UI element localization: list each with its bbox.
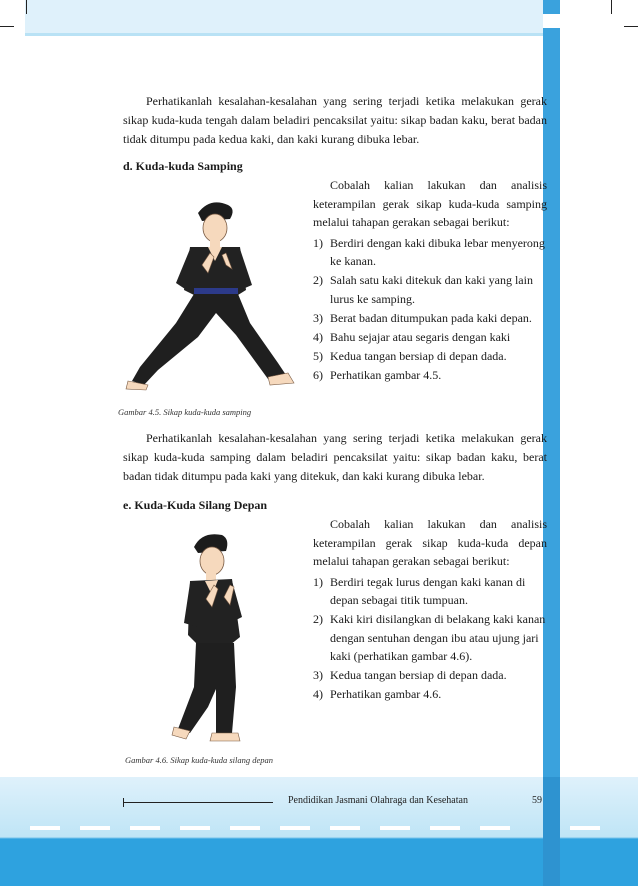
footer-dash <box>570 826 600 830</box>
list-item: 3) Kedua tangan bersiap di depan dada. <box>313 668 507 682</box>
crop-mark <box>624 26 638 27</box>
list-item: 2) Kaki kiri disilangkan di belakang kaki kanan dengan sentuhan dengan ibu atau ujung jari kaki (perhatikan gambar 4.6). <box>313 612 546 663</box>
figure-4-6-caption: Gambar 4.6. Sikap kuda-kuda silang depan <box>125 755 274 765</box>
list-item: 4) Bahu sejajar atau segaris dengan kaki <box>313 329 511 344</box>
middle-paragraph <box>123 429 547 486</box>
page-number: 59 <box>532 795 542 806</box>
section-e-heading: e. Kuda-Kuda Silang Depan <box>123 498 268 512</box>
footer-dash <box>480 826 510 830</box>
crop-mark <box>0 26 14 27</box>
section-d-steps <box>313 234 547 385</box>
figure-kuda-kuda-silang-depan <box>150 527 280 752</box>
list-item: 1) Berdiri dengan kaki dibuka lebar menyerong ke kanan. <box>313 235 545 268</box>
footer-dash <box>30 826 60 830</box>
footer-dash <box>180 826 210 830</box>
footer-dash <box>330 826 360 830</box>
side-strip-footer <box>543 777 560 886</box>
list-item: 6) Perhatikan gambar 4.5. <box>313 367 442 382</box>
list-item: 3) Berat badan ditumpukan pada kaki depan. <box>313 310 532 325</box>
list-item: 1) Berdiri tegak lurus dengan kaki kanan di depan sebagai titik tumpuan. <box>313 574 526 607</box>
list-item: 5) Kedua tangan bersiap di depan dada. <box>313 348 507 363</box>
crop-mark <box>611 0 612 14</box>
footer-dash <box>130 826 160 830</box>
intro-paragraph-text: Perhatikanlah kesalahan-kesalahan yang sering terjadi ketika melakukan gerak sikap kuda-kuda tengah dalam beladiri pencaksilat yaitu: sikap badan kaku, berat badan tidak ditumpu pada kedua kaki, dan kaki kurang dibuka lebar. <box>123 94 547 146</box>
section-d-intro: Cobalah kalian lakukan dan analisis keterampilan gerak sikap kuda-kuda samping melalui tahapan gerakan sebagai berikut: <box>313 178 547 229</box>
figure-kuda-kuda-samping <box>118 195 303 400</box>
footer-dash <box>280 826 310 830</box>
section-e-steps <box>313 573 547 704</box>
footer-dash <box>430 826 460 830</box>
crop-mark <box>26 0 27 14</box>
section-e-intro: Cobalah kalian lakukan dan analisis keterampilan gerak sikap kuda-kuda depan melalui tahapan gerakan sebagai berikut: <box>313 517 547 568</box>
footer-dash <box>380 826 410 830</box>
section-d-instructions <box>313 176 547 385</box>
middle-paragraph-text: Perhatikanlah kesalahan-kesalahan yang sering terjadi ketika melakukan gerak sikap kuda-kuda samping dalam beladiri pencaksilat yaitu: sikap badan kaku, berat badan tidak ditumpu pada kaki yang ditekuk, dan kaki kurang dibuka lebar. <box>123 431 547 483</box>
list-item: 4) Perhatikan gambar 4.6. <box>313 687 442 701</box>
header-band <box>25 0 555 36</box>
intro-paragraph <box>123 92 547 149</box>
list-item: 2) Salah satu kaki ditekuk dan kaki yang lain lurus ke samping. <box>313 273 533 306</box>
section-e-instructions <box>313 515 547 704</box>
section-d-heading: d. Kuda-kuda Samping <box>123 159 243 173</box>
footer-dash <box>230 826 260 830</box>
footer-book-title: Pendidikan Jasmani Olahraga dan Kesehatan <box>288 795 468 806</box>
footer-rule <box>123 802 273 803</box>
figure-4-5-caption: Gambar 4.5. Sikap kuda-kuda samping <box>118 407 252 417</box>
footer-dash <box>80 826 110 830</box>
